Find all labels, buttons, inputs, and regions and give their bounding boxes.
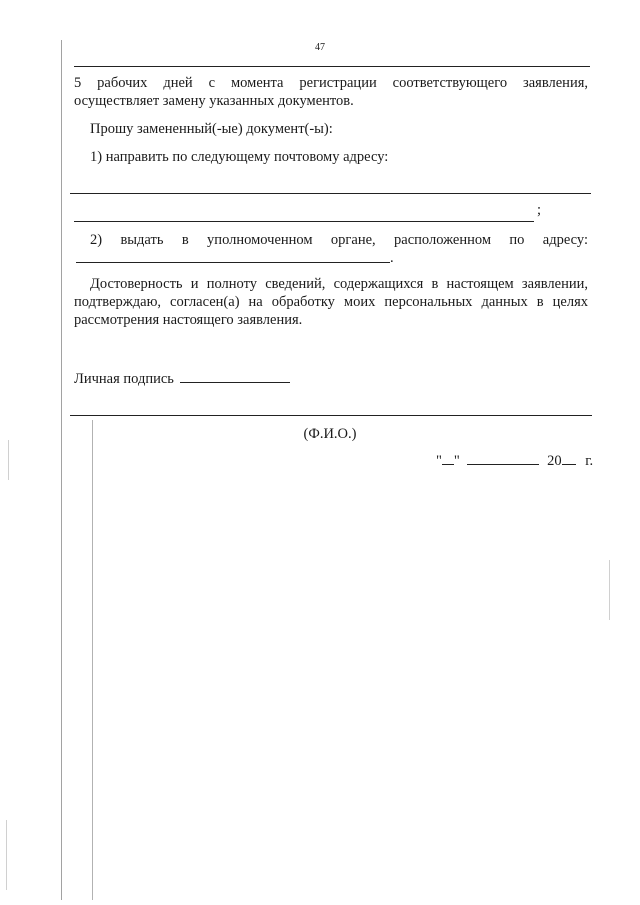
scan-speckle xyxy=(609,560,610,620)
request-line: Прошу замененный(-ые) документ(-ы): xyxy=(90,121,333,137)
scan-speckle xyxy=(6,820,7,890)
fio-label: (Ф.И.О.) xyxy=(303,426,357,442)
fio-blank-line xyxy=(70,415,592,416)
date-day-field xyxy=(442,452,454,465)
signature-label: Личная подпись xyxy=(74,371,174,387)
address-blank-line xyxy=(74,221,534,222)
scan-margin-line xyxy=(61,40,62,900)
option-mail-address: 1) направить по следующему почтовому адресу: xyxy=(90,149,389,165)
date-open-quote: " xyxy=(436,453,442,469)
date-month-field xyxy=(467,452,539,465)
option-issue-in-office: 2) выдать в уполномоченном органе, расположенном по адресу: xyxy=(90,232,588,248)
signature-field xyxy=(180,368,290,383)
consent-line: подтверждаю, согласен(а) на обработку моих персональных данных в целях xyxy=(74,294,588,310)
address-blank-line xyxy=(70,193,591,194)
scan-speckle xyxy=(8,440,9,480)
office-address-blank-line xyxy=(76,262,390,263)
scan-margin-line-secondary xyxy=(92,420,93,900)
office-address-terminator: . xyxy=(390,250,394,266)
page-number: 47 xyxy=(315,42,325,53)
consent-line: рассмотрения настоящего заявления. xyxy=(74,312,303,328)
paragraph-line: осуществляет замену указанных документов. xyxy=(74,93,354,109)
consent-line: Достоверность и полноту сведений, содержащихся в настоящем заявлении, xyxy=(90,276,588,292)
signature-row xyxy=(74,368,290,388)
date-row xyxy=(436,452,593,470)
paragraph-line: 5 рабочих дней с момента регистрации соответствующего заявления, xyxy=(74,75,588,91)
date-year-prefix: 20 xyxy=(547,453,562,469)
top-rule xyxy=(74,66,590,67)
date-year-suffix: г. xyxy=(585,453,594,469)
address-terminator: ; xyxy=(537,202,542,218)
date-close-quote: " xyxy=(453,453,460,469)
date-year-field xyxy=(562,452,576,465)
